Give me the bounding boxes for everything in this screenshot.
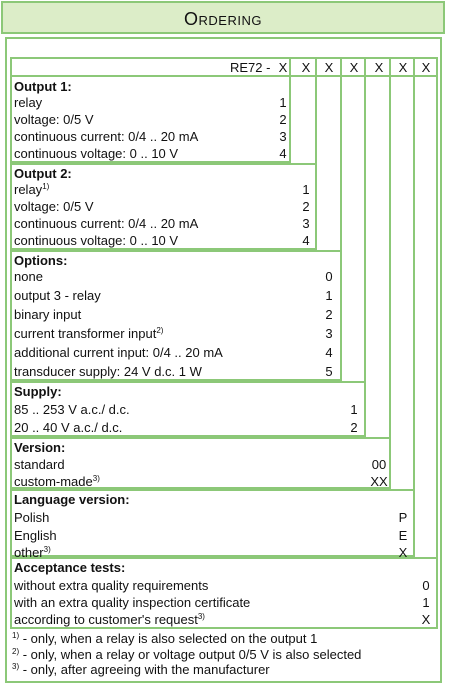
option-code: 4 (302, 233, 310, 248)
option-label: binary input (14, 307, 82, 322)
option-label: continuous voltage: 0 .. 10 V (14, 146, 179, 161)
code-position-placeholder: X (324, 60, 334, 75)
ordering-table-frame (5, 37, 442, 683)
footnote-mark: 3) (197, 612, 205, 621)
option-label: 20 .. 40 V a.c./ d.c. (14, 420, 123, 435)
code-position-placeholder: X (349, 60, 359, 75)
section-heading: Language version: (14, 492, 130, 507)
option-code: X (398, 545, 408, 560)
section-heading: Output 1: (14, 79, 72, 94)
option-label: English (14, 528, 57, 543)
option-label: continuous current: 0/4 .. 20 mA (14, 216, 199, 231)
option-code: 3 (279, 129, 287, 144)
option-label: none (14, 269, 43, 284)
option-label: relay (14, 95, 43, 110)
option-code: 1 (302, 182, 310, 197)
section-heading: Supply: (14, 384, 62, 399)
option-label: according to customer's request$^{3)}$ (14, 612, 205, 627)
footnote-mark: 2) (12, 647, 20, 656)
option-code: XX (370, 474, 388, 489)
section-heading: Version: (14, 440, 66, 455)
option-code: 2 (350, 420, 358, 435)
section-heading: Output 2: (14, 166, 72, 181)
option-code: 2 (279, 112, 287, 127)
option-code: 1 (325, 288, 333, 303)
option-code: 5 (325, 364, 333, 379)
footnote-mark: 1) (42, 182, 50, 191)
option-label: voltage: 0/5 V (14, 199, 94, 214)
footnote: $^{1)}$ - only, when a relay is also selected on the output 1 (12, 631, 318, 646)
model-code: RE72 - (230, 60, 271, 75)
option-code: 2 (302, 199, 310, 214)
option-code: 1 (279, 95, 287, 110)
option-label: continuous voltage: 0 .. 10 V (14, 233, 179, 248)
footnote-mark: 2) (156, 326, 164, 335)
option-code: P (398, 510, 408, 525)
option-label: Polish (14, 510, 50, 525)
option-label: continuous current: 0/4 .. 20 mA (14, 129, 199, 144)
footnote-mark: 3) (12, 662, 20, 671)
option-code: 4 (279, 146, 287, 161)
option-label: custom-made$^{3)}$ (14, 474, 100, 489)
option-code: 00 (371, 457, 387, 472)
option-label: additional current input: 0/4 .. 20 mA (14, 345, 223, 360)
footnote-mark: 3) (43, 545, 51, 554)
code-position-placeholder: X (398, 60, 408, 75)
code-position-placeholder: X (278, 60, 288, 75)
option-code: E (398, 528, 408, 543)
option-label: output 3 - relay (14, 288, 101, 303)
code-position-placeholder: X (421, 60, 431, 75)
option-code: 0 (422, 578, 430, 593)
code-position-placeholder: X (374, 60, 384, 75)
option-code: 3 (325, 326, 333, 341)
option-label: with an extra quality inspection certificate (14, 595, 251, 610)
code-position-placeholder: X (301, 60, 311, 75)
option-code: 3 (302, 216, 310, 231)
footnote: $^{2)}$ - only, when a relay or voltage output 0/5 V is also selected (12, 647, 362, 662)
footnote-mark: 3) (92, 474, 100, 483)
option-code: 1 (422, 595, 430, 610)
option-code: X (421, 612, 431, 627)
section-heading: Acceptance tests: (14, 560, 126, 575)
page-title: Ordering (184, 9, 262, 29)
option-code: 1 (350, 402, 358, 417)
option-label: without extra quality requirements (14, 578, 209, 593)
footnote-mark: 1) (12, 631, 20, 640)
option-label: transducer supply: 24 V d.c. 1 W (14, 364, 202, 379)
section-heading: Options: (14, 253, 68, 268)
option-label: 85 .. 253 V a.c./ d.c. (14, 402, 130, 417)
title-bar (1, 1, 445, 34)
option-label: other$^{3)}$ (14, 545, 51, 560)
option-code: 0 (325, 269, 333, 284)
option-code: 4 (325, 345, 333, 360)
footnote: $^{3)}$ - only, after agreeing with the manufacturer (12, 662, 270, 677)
option-code: 2 (325, 307, 333, 322)
option-label: standard (14, 457, 65, 472)
option-label: current transformer input$^{2)}$ (14, 326, 164, 341)
option-label: voltage: 0/5 V (14, 112, 94, 127)
option-label: relay$^{1)}$ (14, 182, 50, 197)
